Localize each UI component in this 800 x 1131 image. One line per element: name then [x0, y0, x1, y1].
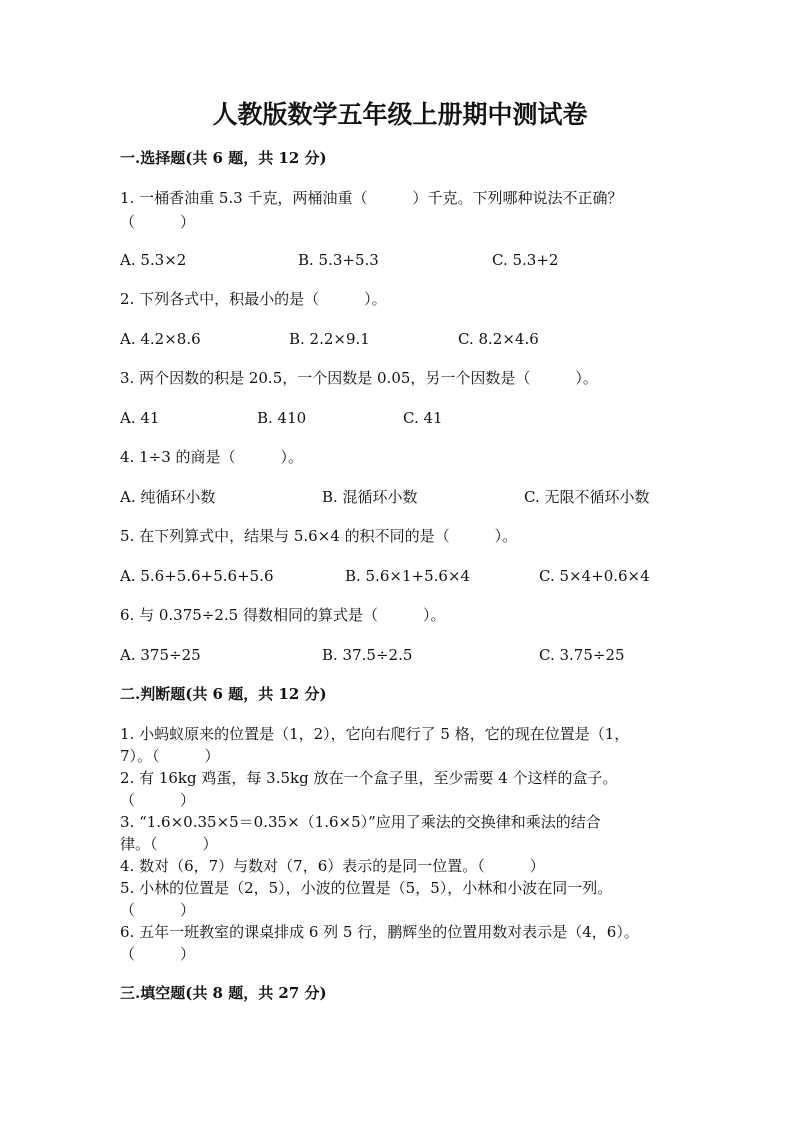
q4-option-c: C. 无限不循环小数	[524, 488, 650, 506]
q6-option-c: C. 3.75÷25	[539, 646, 625, 664]
judge-line-8: 5. 小林的位置是（2，5），小波的位置是（5，5），小林和小波在同一列。	[120, 879, 613, 897]
q3-option-a: A. 41	[120, 409, 160, 427]
q4-option-a: A. 纯循环小数	[120, 488, 216, 506]
q4-text: 4. 1÷3 的商是（ ）。	[120, 448, 304, 466]
q3-text: 3. 两个因数的积是 20.5，一个因数是 0.05，另一个因数是（ ）。	[120, 369, 598, 387]
section-heading-judge: 二.判断题(共 6 题，共 12 分)	[120, 685, 327, 703]
judge-line-1: 1. 小蚂蚁原来的位置是（1，2），它向右爬行了 5 格，它的现在位置是（1，	[120, 725, 630, 743]
q6-option-a: A. 375÷25	[120, 646, 201, 664]
q5-option-b: B. 5.6×1+5.6×4	[345, 567, 471, 585]
q1-blank: （ ）	[120, 213, 196, 231]
judge-line-10: 6. 五年一班教室的课桌排成 6 列 5 行，鹏辉坐的位置用数对表示是（4，6）。	[120, 923, 639, 941]
q2-text: 2. 下列各式中，积最小的是（ ）。	[120, 290, 387, 308]
q2-option-b: B. 2.2×9.1	[289, 330, 370, 348]
judge-line-2: 7）。（ ）	[120, 747, 220, 765]
q2-option-c: C. 8.2×4.6	[458, 330, 539, 348]
q6-text: 6. 与 0.375÷2.5 得数相同的算式是（ ）。	[120, 606, 446, 624]
q1-option-a: A. 5.3×2	[120, 251, 187, 269]
q6-option-b: B. 37.5÷2.5	[322, 646, 413, 664]
q1-text: 1. 一桶香油重 5.3 千克，两桶油重（ ）千克。下列哪种说法不正确？	[120, 189, 623, 207]
judge-line-6: 律。（ ）	[120, 835, 218, 853]
judge-line-4: （ ）	[120, 791, 196, 809]
judge-line-11: （ ）	[120, 945, 196, 963]
judge-line-9: （ ）	[120, 901, 196, 919]
q1-option-b: B. 5.3+5.3	[298, 251, 379, 269]
judge-line-7: 4. 数对（6，7）与数对（7，6）表示的是同一位置。（ ）	[120, 857, 545, 875]
judge-line-3: 2. 有 16kg 鸡蛋，每 3.5kg 放在一个盒子里，至少需要 4 个这样的盒子。	[120, 769, 618, 787]
q1-option-c: C. 5.3+2	[492, 251, 559, 269]
q5-text: 5. 在下列算式中，结果与 5.6×4 的积不同的是（ ）。	[120, 527, 518, 545]
q3-option-b: B. 410	[257, 409, 307, 427]
judge-line-5: 3. “1.6×0.35×5＝0.35×（1.6×5）”应用了乘法的交换律和乘法的结合	[120, 813, 601, 831]
q4-option-b: B. 混循环小数	[322, 488, 418, 506]
section-heading-choice: 一.选择题(共 6 题，共 12 分)	[120, 149, 327, 167]
q2-option-a: A. 4.2×8.6	[120, 330, 201, 348]
q5-option-c: C. 5×4+0.6×4	[539, 567, 650, 585]
q5-option-a: A. 5.6+5.6+5.6+5.6	[120, 567, 274, 585]
page-title: 人教版数学五年级上册期中测试卷	[212, 100, 588, 129]
section-heading-fill: 三.填空题(共 8 题，共 27 分)	[120, 984, 327, 1002]
q3-option-c: C. 41	[403, 409, 443, 427]
